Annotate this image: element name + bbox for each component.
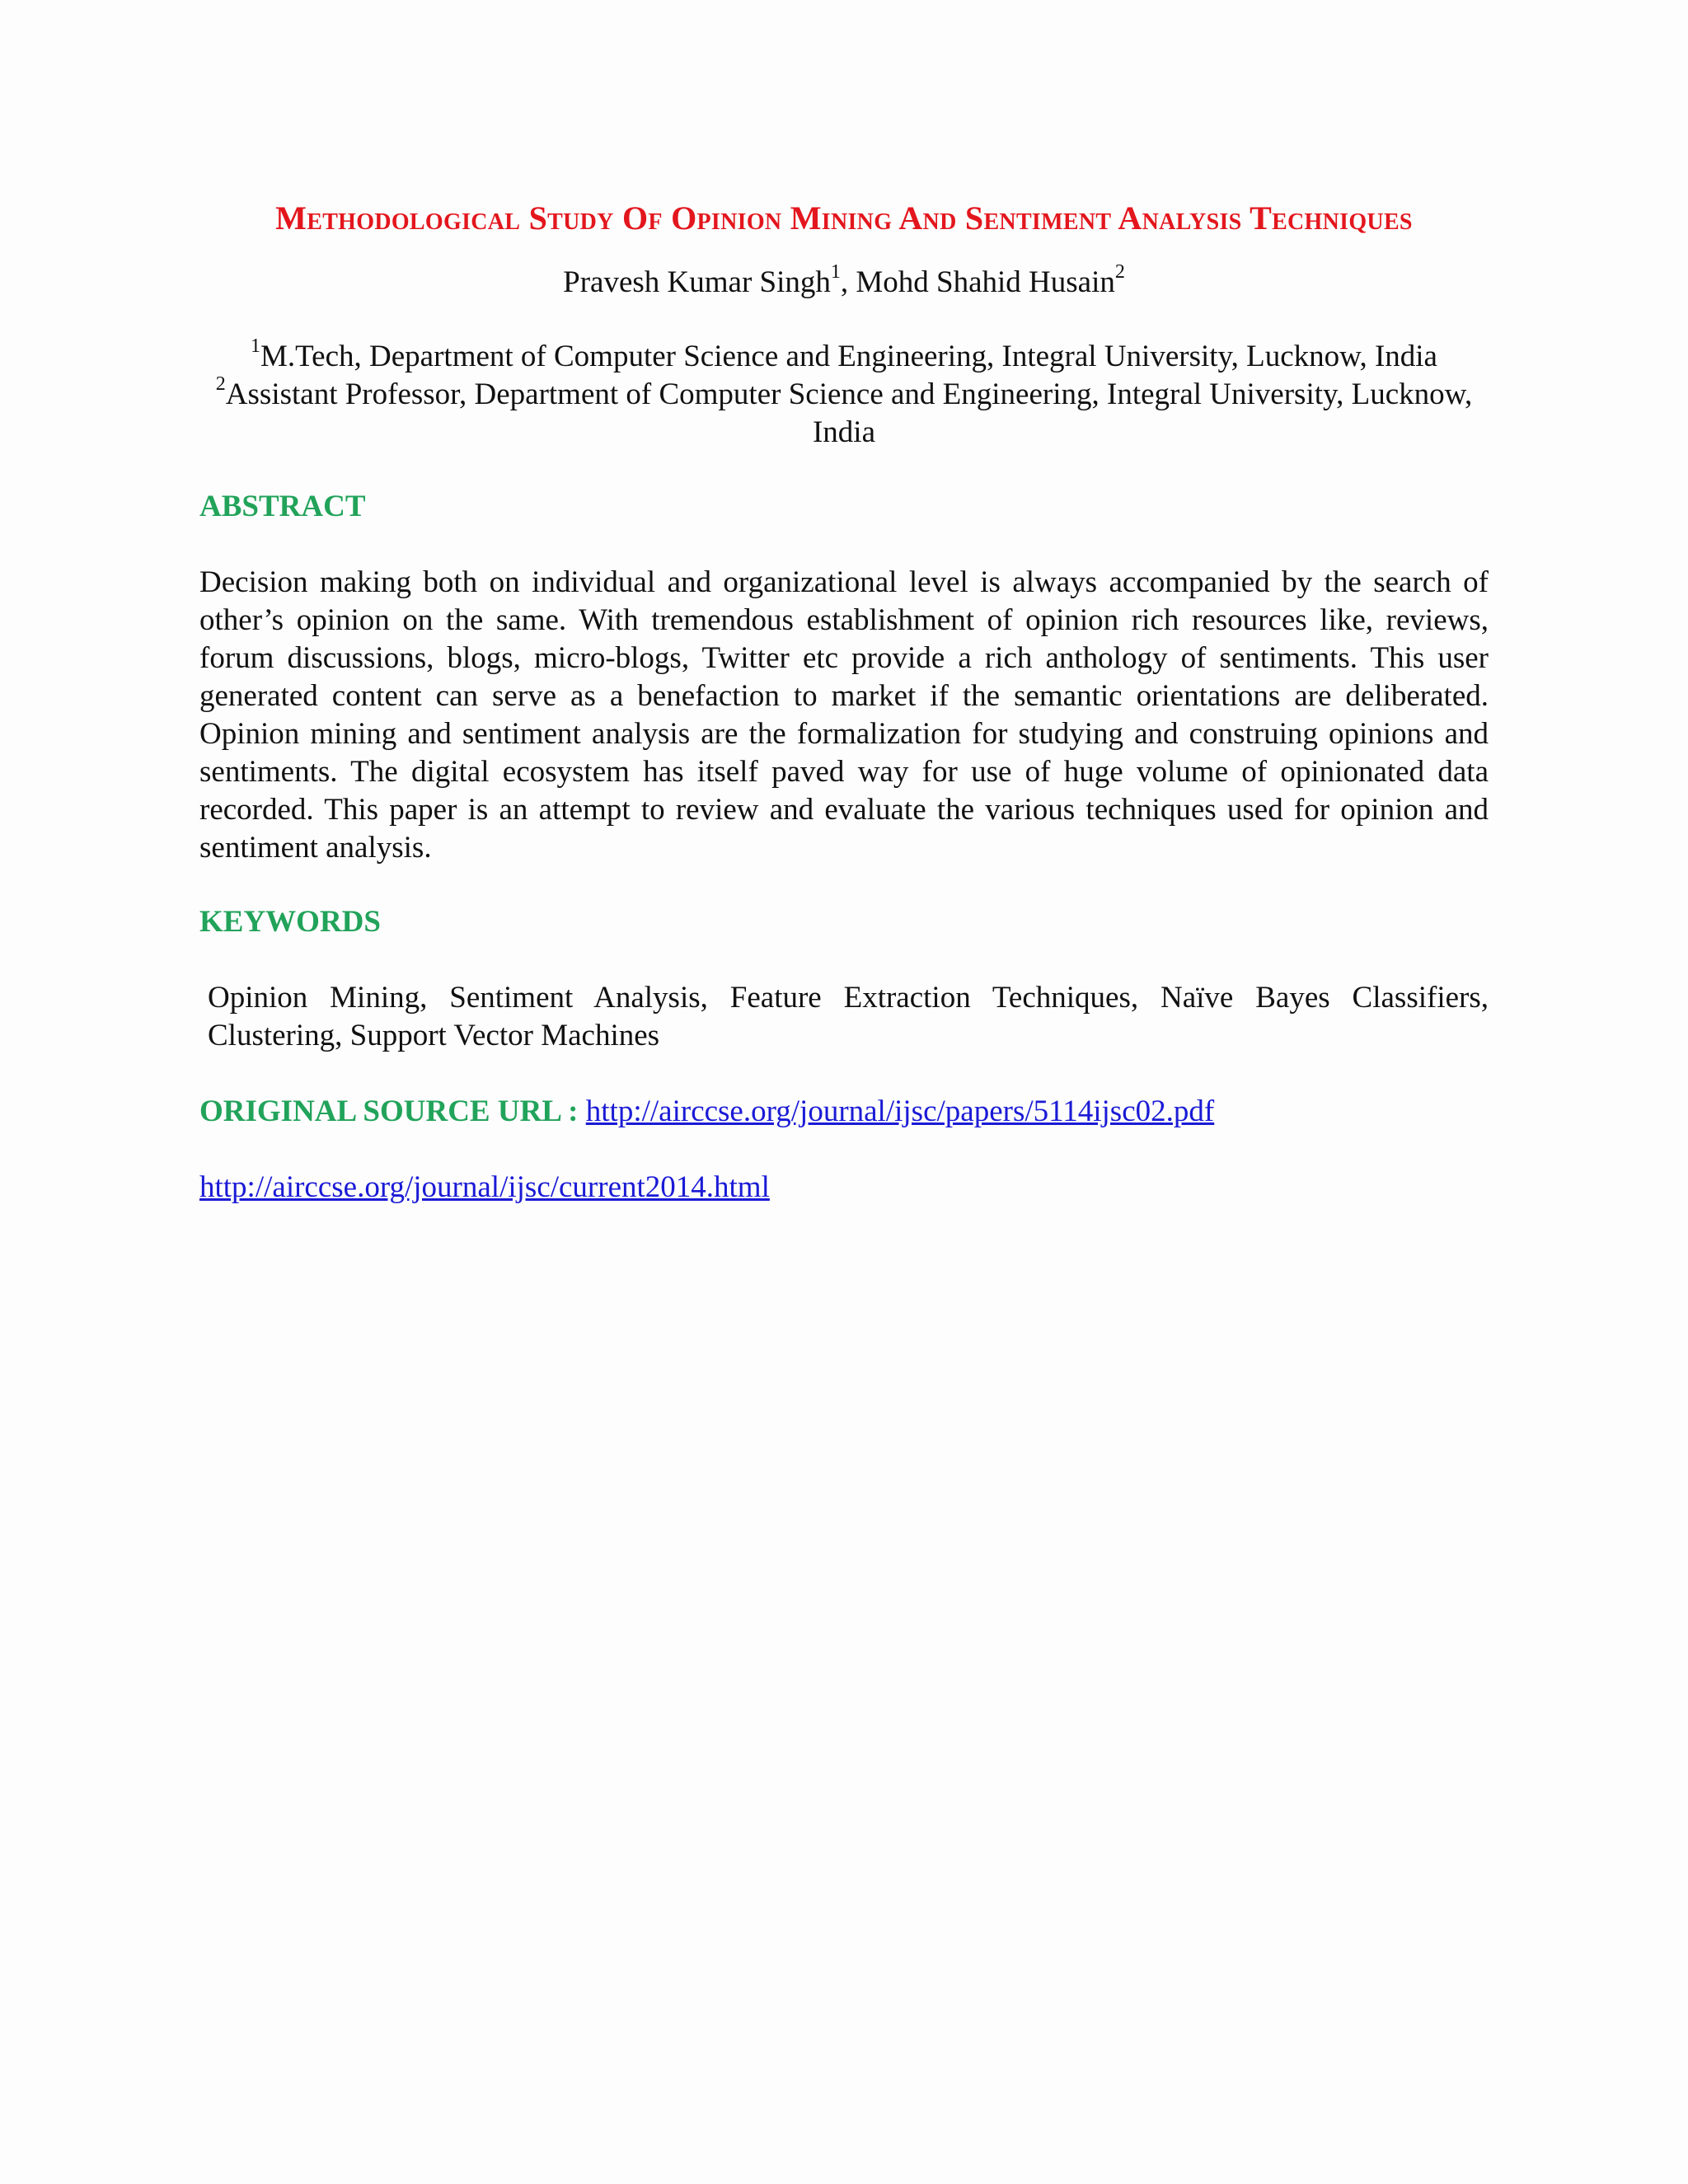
author-name: Mohd Shahid Husain [856, 265, 1115, 299]
author-name: Pravesh Kumar Singh [563, 265, 831, 299]
affiliation-text: Assistant Professor, Department of Computer Science and Engineering, Integral University, Lucknow, India [225, 377, 1473, 449]
abstract-body: Decision making both on individual and organizational level is always accompanied by the search of other’s opinion on the same. With tremendous establishment of opinion rich resources like, reviews, forum discussions, blogs, micro-blogs, Twitter etc provide a rich anthology of sentiments. This user generated content can serve as a benefaction to market if the semantic orientations are deliberated. Opinion mining and sentiment analysis are the formalization for studying and construing opinions and sentiments. The digital ecosystem has itself paved way for use of huge volume of opinionated data recorded. This paper is an attempt to review and evaluate the various techniques used for opinion and sentiment analysis. [199, 565, 1489, 865]
abstract-heading: ABSTRACT [199, 490, 366, 523]
current-issue-row [199, 1169, 1489, 1207]
author-superscript: 2 [1114, 260, 1125, 283]
author-separator: , [840, 265, 856, 299]
source-pdf-link[interactable]: http://airccse.org/journal/ijsc/papers/5114ijsc02.pdf [585, 1094, 1215, 1128]
source-url-row [199, 1093, 1489, 1131]
author-superscript: 1 [830, 260, 841, 283]
author-line [199, 260, 1489, 302]
paper-title: Methodological Study Of Opinion Mining And Sentiment Analysis Techniques [275, 199, 1413, 237]
keywords-heading: KEYWORDS [199, 905, 381, 939]
current-issue-link[interactable]: http://airccse.org/journal/ijsc/current2014.html [199, 1170, 770, 1204]
affiliation-superscript: 2 [215, 373, 226, 395]
paper-content [199, 196, 1489, 1207]
source-url-label: ORIGINAL SOURCE URL : [199, 1094, 579, 1128]
affiliation-2 [199, 373, 1489, 452]
affiliation-1 [199, 335, 1489, 376]
affiliation-superscript: 1 [251, 335, 261, 357]
keywords-body: Opinion Mining, Sentiment Analysis, Feature Extraction Techniques, Naïve Bayes Classifiers, Clustering, Support Vector Machines [208, 981, 1489, 1052]
affiliation-text: M.Tech, Department of Computer Science and Engineering, Integral University, Lucknow, India [260, 340, 1437, 373]
